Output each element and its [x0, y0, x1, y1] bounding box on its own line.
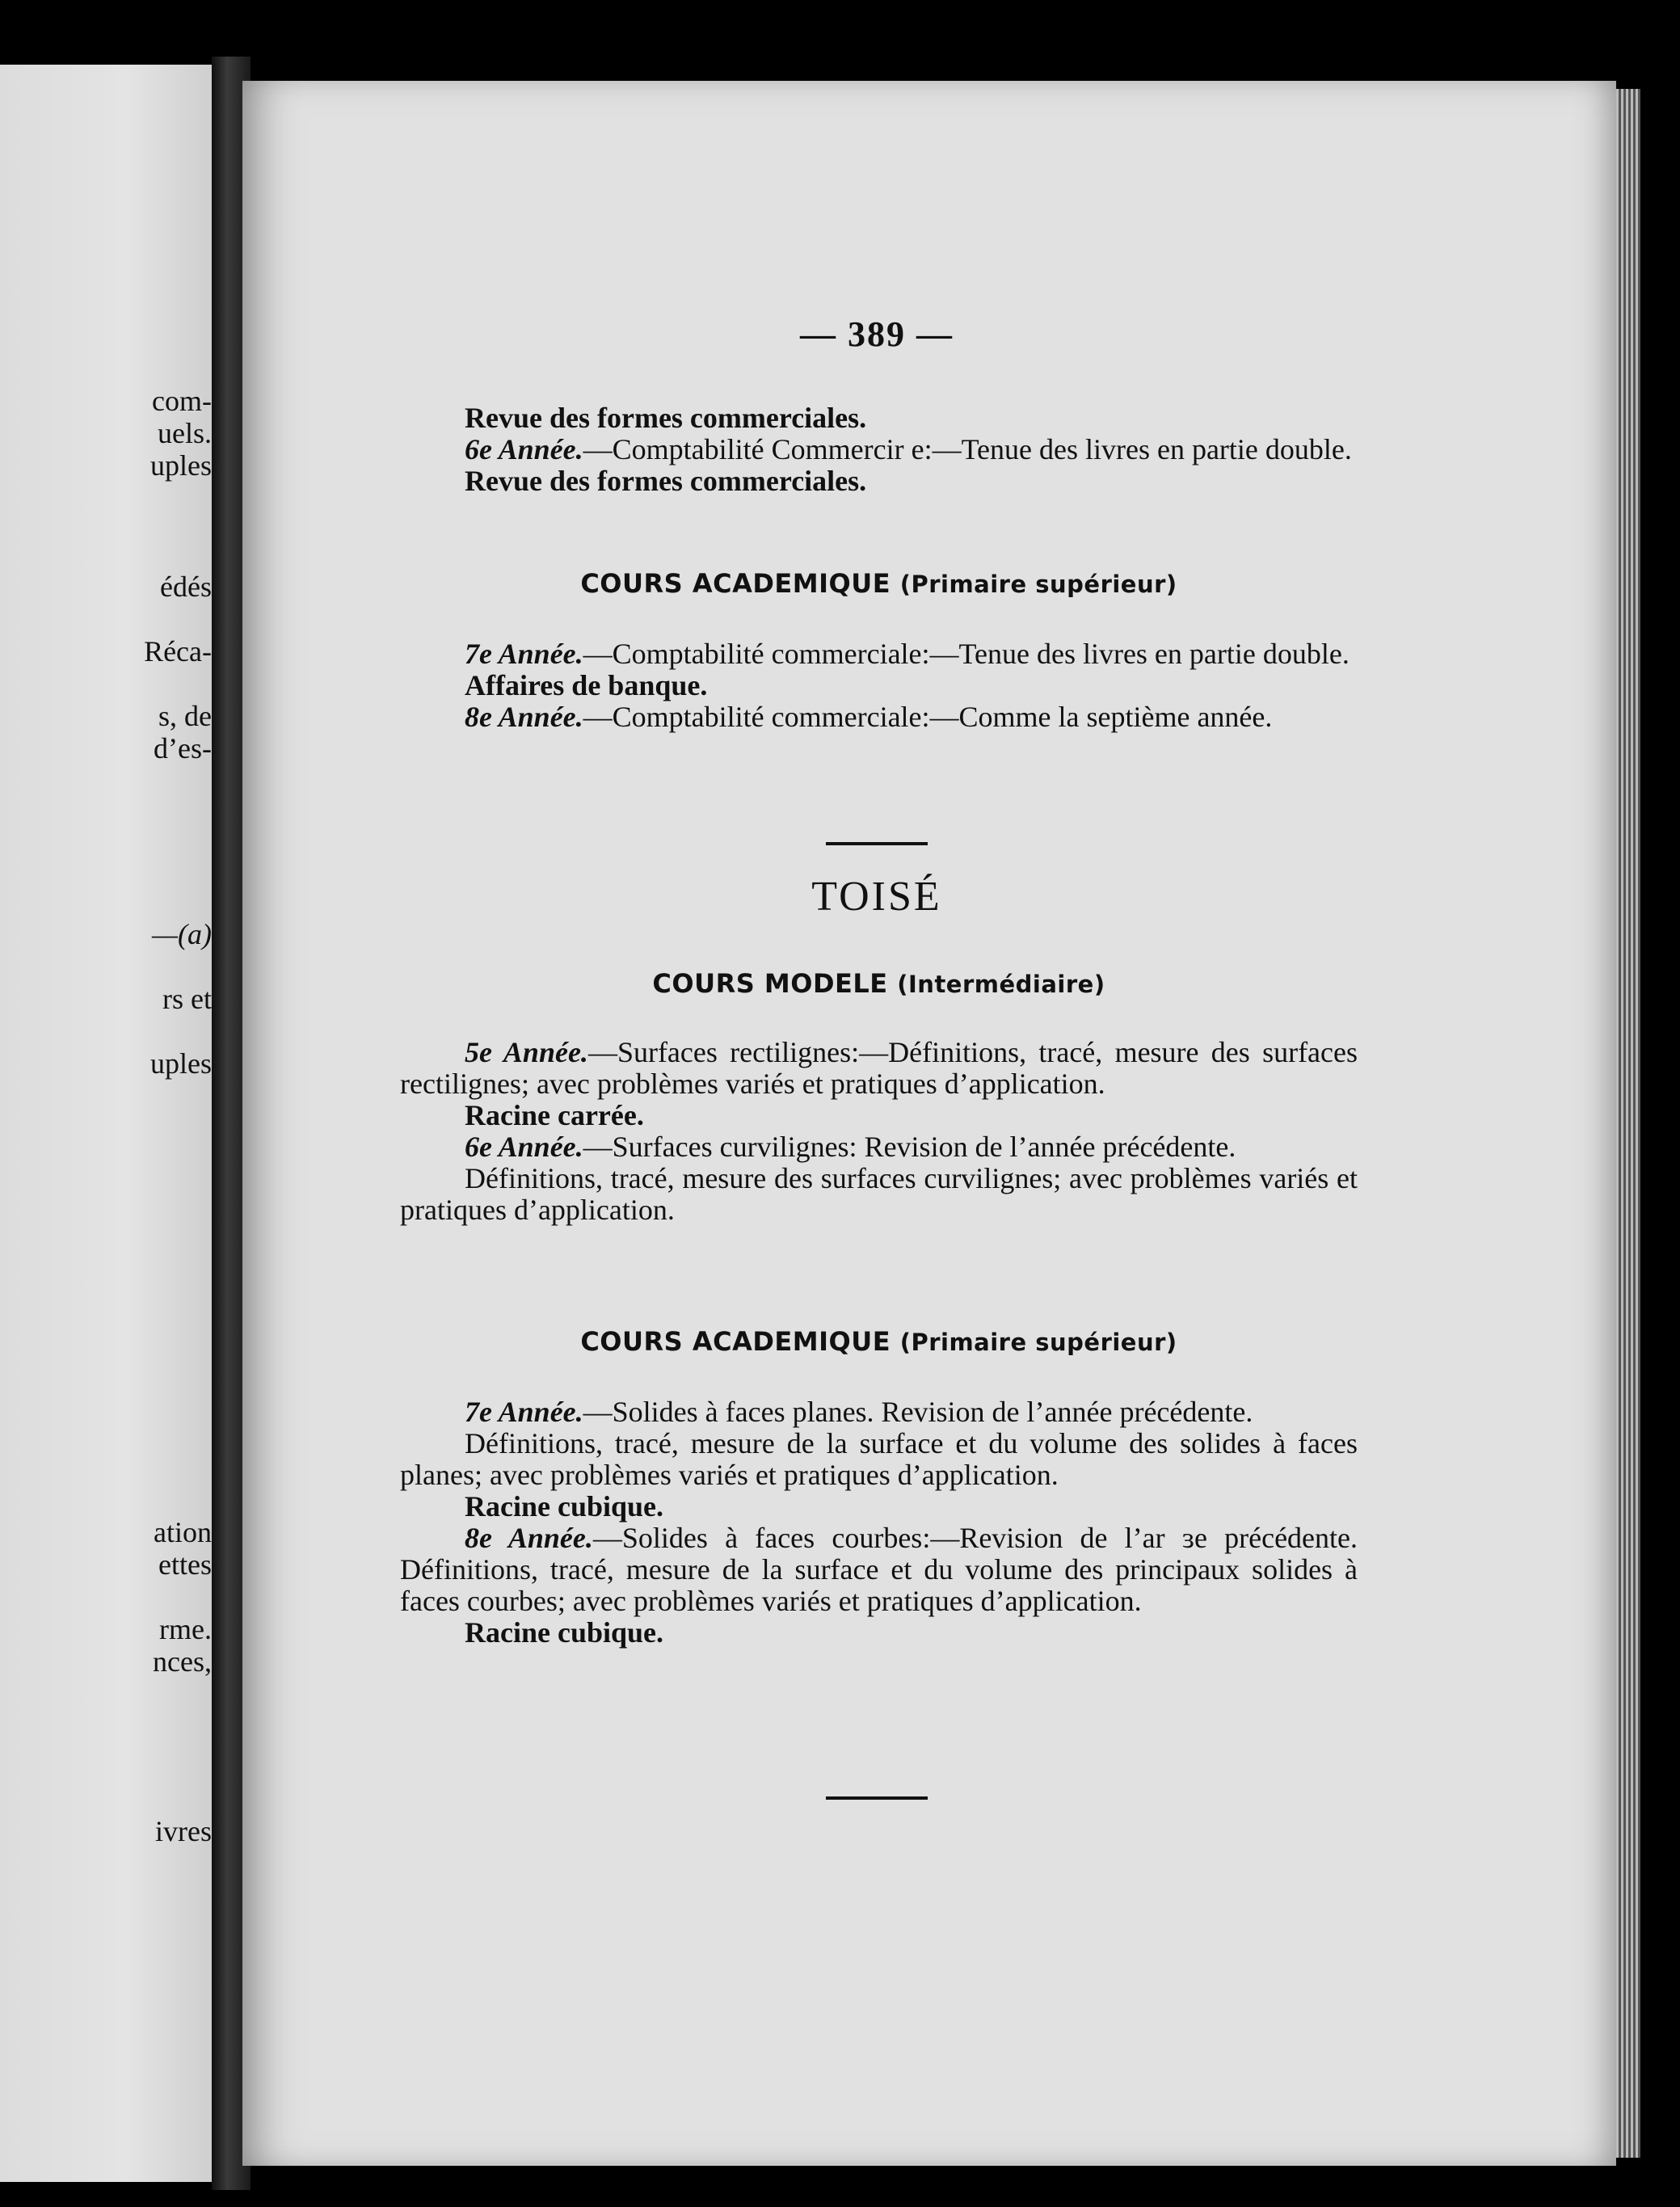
left-fragment: rme.: [159, 1613, 212, 1645]
text-block-4: [400, 1396, 1358, 1649]
page-edge: [1616, 89, 1640, 2158]
paragraph-text: —Comptabilité commerciale:—Comme la septième année.: [583, 701, 1273, 733]
year-label: 7e Année.: [465, 638, 583, 670]
year-label: 6e Année.: [465, 1131, 583, 1163]
paragraph: [400, 1037, 1358, 1100]
paragraph-text: —Comptabilité commerciale:—Tenue des livres en partie double.: [583, 638, 1349, 670]
paragraph-text: —Comptabilité Commercir e:—Tenue des livres en partie double.: [583, 433, 1352, 465]
text-block-3: [400, 1037, 1358, 1226]
left-fragment: ivres: [155, 1815, 212, 1847]
paragraph-text: —Surfaces curvilignes: Revision de l’année précédente.: [583, 1131, 1236, 1163]
heading-main: COURS ACADEMIQUE: [580, 1326, 891, 1357]
left-page: [0, 65, 212, 2182]
page-number: — 389 —: [800, 314, 954, 354]
paragraph: Racine cubique.: [465, 1490, 664, 1523]
left-fragment: d’es-: [154, 732, 212, 764]
year-label: 5e Année.: [465, 1036, 588, 1068]
paragraph: [400, 1131, 1358, 1163]
paragraph: Définitions, tracé, mesure des surfaces curvilignes; avec problèmes variés et pratiques d’application.: [400, 1162, 1358, 1226]
section-divider: [826, 842, 928, 845]
section-heading: [400, 968, 1358, 1000]
left-fragment: édés: [160, 571, 212, 603]
heading-main: COURS MODELE: [652, 968, 888, 999]
paragraph: [400, 1396, 1358, 1428]
text-block-2: [400, 638, 1358, 733]
paragraph-text: —Surfaces rectilignes:—Définitions, tracé, mesure des surfaces rectilignes; avec problèmes variés et pratiques d’application.: [400, 1036, 1358, 1100]
section-title: TOISÉ: [811, 874, 942, 920]
left-fragment: com-: [152, 385, 212, 417]
left-fragment: ation: [154, 1516, 212, 1548]
paragraph: [400, 434, 1358, 465]
left-fragment: nces,: [153, 1645, 212, 1678]
left-fragment: s, de: [158, 700, 212, 732]
heading-main: COURS ACADEMIQUE: [580, 568, 891, 599]
paragraph: [400, 1523, 1358, 1617]
heading-sub: (Intermédiaire): [897, 971, 1105, 998]
paragraph-text: —Solides à faces courbes:—Revision de l’ar ɜe précédente. Définitions, tracé, mesure de la surface et du volume des principaux solides à faces courbes; avec problèmes variés et pratiques d’application.: [400, 1522, 1358, 1617]
paragraph: Affaires de banque.: [465, 669, 708, 701]
section-heading: [400, 568, 1358, 600]
paragraph: [400, 638, 1358, 670]
paragraph: Racine cubique.: [465, 1616, 664, 1649]
paragraph: Revue des formes commerciales.: [465, 402, 867, 434]
section-divider: [826, 1796, 928, 1800]
year-label: 6e Année.: [465, 433, 583, 465]
left-fragment: —(a): [152, 918, 212, 950]
text-block-1: [400, 402, 1358, 497]
left-fragment: uples: [150, 1047, 212, 1080]
year-label: 7e Année.: [465, 1396, 583, 1428]
left-fragment: uples: [150, 449, 212, 482]
year-label: 8e Année.: [465, 701, 583, 733]
paragraph: Revue des formes commerciales.: [465, 465, 867, 497]
left-fragment: rs et: [162, 983, 212, 1015]
left-fragment: uels.: [158, 417, 212, 449]
paragraph: Racine carrée.: [465, 1099, 644, 1131]
section-heading: [400, 1326, 1358, 1358]
paragraph: Définitions, tracé, mesure de la surface et du volume des solides à faces planes; avec problèmes variés et pratiques d’application.: [400, 1427, 1358, 1491]
heading-sub: (Primaire supérieur): [899, 571, 1177, 598]
left-fragment: ettes: [158, 1548, 212, 1581]
paragraph-text: —Solides à faces planes. Revision de l’année précédente.: [583, 1396, 1253, 1428]
paragraph: [400, 701, 1358, 733]
year-label: 8e Année.: [465, 1522, 593, 1554]
left-fragment: Réca-: [144, 635, 212, 668]
heading-sub: (Primaire supérieur): [899, 1329, 1177, 1356]
